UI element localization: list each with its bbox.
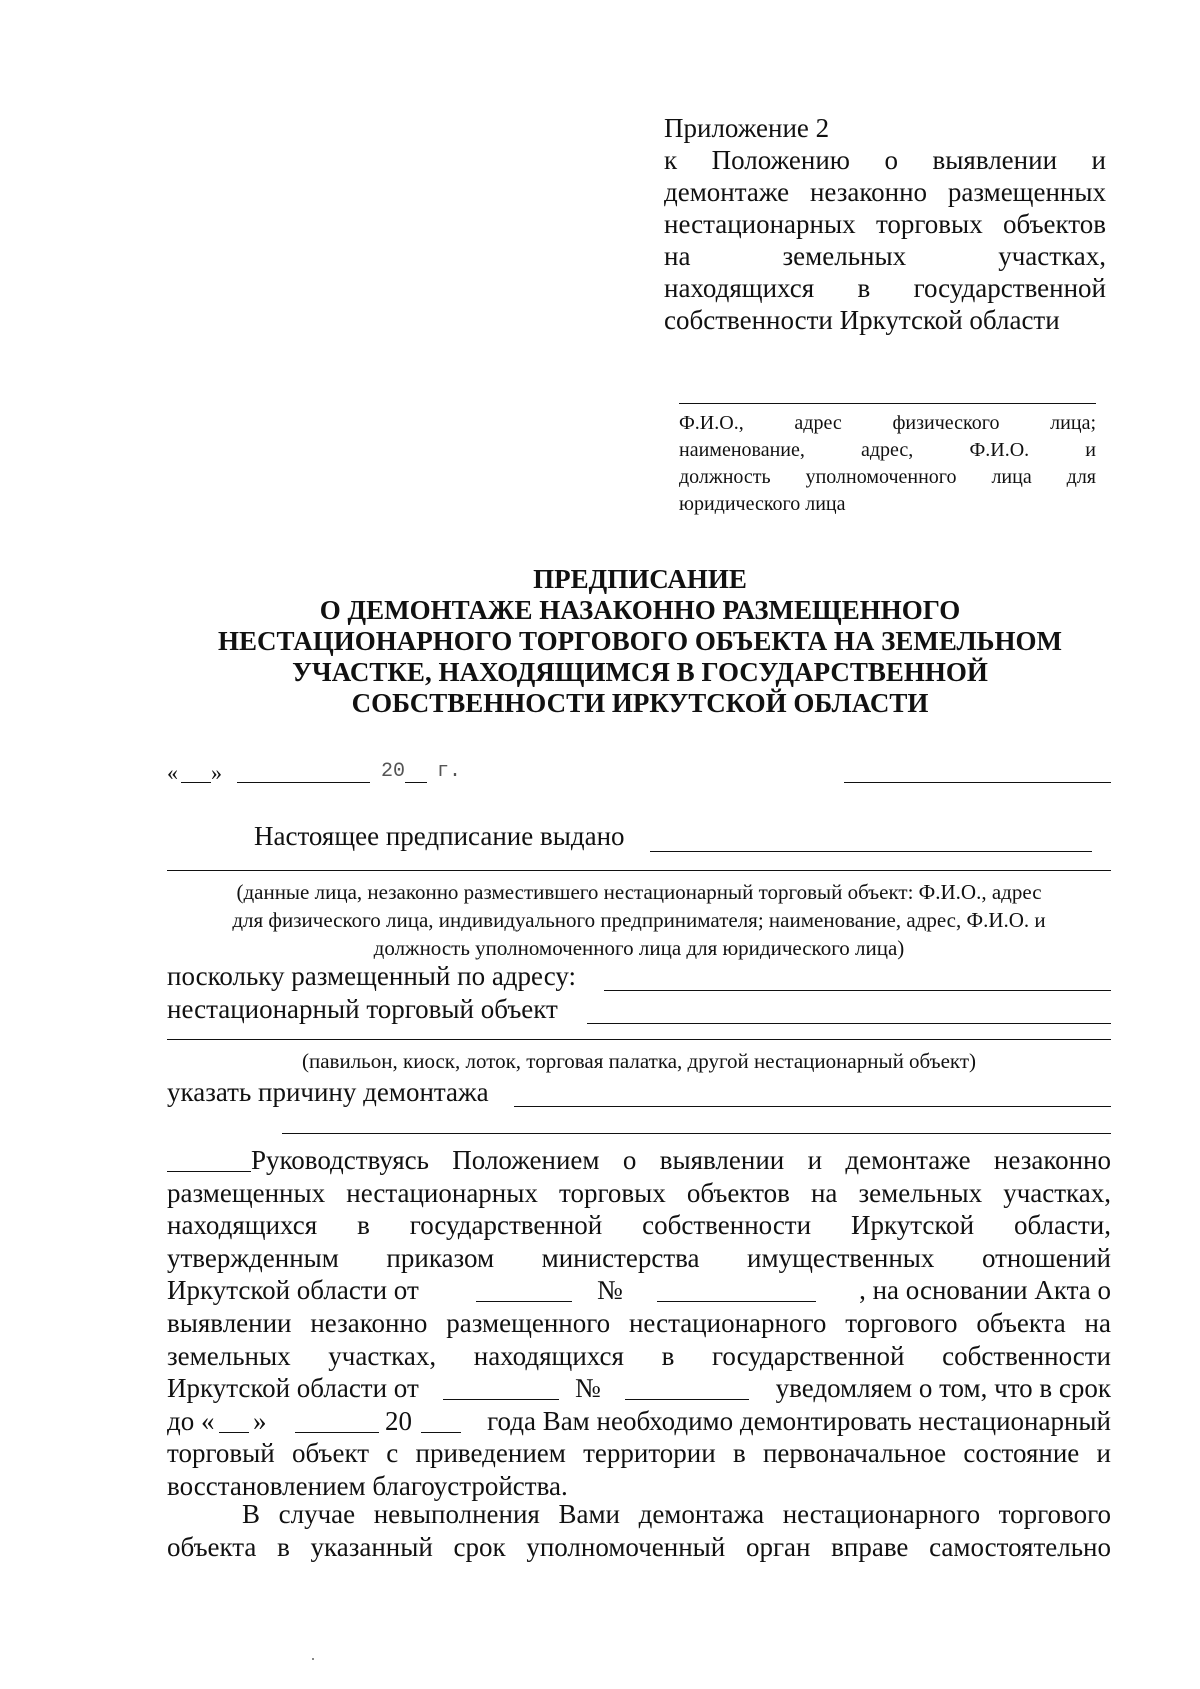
para1-line: земельных участках, находящихся в государственной собственности <box>167 1340 1111 1371</box>
deadline-year-blank <box>421 1432 461 1433</box>
date-row <box>167 760 1111 790</box>
title-line: УЧАСТКЕ, НАХОДЯЩИМСЯ В ГОСУДАРСТВЕННОЙ <box>292 657 988 687</box>
para1-line8-b: № <box>575 1373 601 1404</box>
object-label: нестационарный торговый объект <box>167 994 558 1024</box>
act-number-blank <box>625 1399 749 1400</box>
appendix-line: к Положению о выявлении и <box>664 145 1106 175</box>
para1-indent-blank <box>167 1171 251 1172</box>
para1-line1-text: Руководствуясь Положением о выявлении и демонтаже незаконно <box>251 1145 1111 1175</box>
date-open-quote: « <box>167 760 178 785</box>
appendix-line: на земельных участках, <box>664 241 1106 271</box>
object-blank-full <box>167 1039 1111 1040</box>
para1-line: находящихся в государственной собственности Иркутской области, <box>167 1210 1111 1241</box>
para1-line9-c: 20 <box>385 1405 412 1436</box>
issued-note-line: (данные лица, незаконно разместившего нестационарный торговый объект: Ф.И.О., адрес <box>236 880 1042 904</box>
appendix-title: Приложение 2 <box>664 113 830 143</box>
deadline-day-blank <box>219 1432 249 1433</box>
date-close-quote: » <box>211 760 222 785</box>
appendix-line: нестационарных торговых объектов <box>664 209 1106 239</box>
date-year-prefix: 20 <box>381 760 406 783</box>
addressee-note-line: наименование, адрес, Ф.И.О. и <box>679 439 1096 461</box>
date-day-blank <box>181 782 211 783</box>
issued-blank <box>650 851 1092 852</box>
para1-line9-b: » <box>253 1405 267 1436</box>
reason-row <box>167 1076 1111 1110</box>
para1-line: выявлении незаконно размещенного нестационарного торгового объекта на <box>167 1308 1111 1338</box>
addressee-note-line: юридического лица <box>679 493 846 515</box>
reason-blank <box>514 1106 1111 1107</box>
addressee-blank-line <box>679 403 1096 404</box>
para1-line: торговый объект с приведением территории в первоначальное состояние и <box>167 1438 1111 1469</box>
para2-line: объекта в указанный срок уполномоченный орган вправе самостоятельно <box>167 1531 1111 1562</box>
address-label: поскольку размещенный по адресу: <box>167 961 576 991</box>
act-date-blank <box>443 1399 559 1400</box>
issued-to-row <box>167 820 1111 854</box>
addressee-note-line: Ф.И.О., адрес физического лица; <box>679 412 1096 434</box>
para1-line8-c: уведомляем о том, что в срок <box>775 1373 1111 1404</box>
para1-line8 <box>167 1372 1111 1405</box>
title-line: О ДЕМОНТАЖЕ НАЗАКОННО РАЗМЕЩЕННОГО <box>319 595 961 625</box>
issued-note-line: для физического лица, индивидуального предпринимателя; наименование, адрес, Ф.И.О. и <box>232 908 1046 932</box>
issued-label: Настоящее предписание выдано <box>254 821 625 851</box>
para1-line5-a: Иркутской области от <box>167 1275 419 1306</box>
address-blank <box>604 990 1111 991</box>
para1-line5 <box>167 1274 1111 1307</box>
para1-line: утвержденным приказом министерства имущественных отношений <box>167 1242 1111 1273</box>
appendix-line: собственности Иркутской области <box>664 305 1060 335</box>
issued-note-line: должность уполномоченного лица для юридического лица) <box>373 936 905 960</box>
scan-speck <box>312 1658 314 1660</box>
date-month-blank <box>237 782 370 783</box>
date-year-blank <box>405 782 427 783</box>
reason-blank-full <box>282 1133 1111 1134</box>
appendix-line: демонтаже незаконно размещенных <box>664 177 1106 207</box>
para1-line5-c: , на основании Акта о <box>859 1275 1111 1306</box>
issued-blank-full <box>167 870 1111 871</box>
para1-line8-a: Иркутской области от <box>167 1373 419 1404</box>
para2-line: В случае невыполнения Вами демонтажа нестационарного торгового <box>242 1499 1111 1529</box>
para1-line1 <box>167 1144 1111 1177</box>
para1-line9-a: до « <box>167 1405 215 1436</box>
title-line: НЕСТАЦИОНАРНОГО ТОРГОВОГО ОБЪЕКТА НА ЗЕМЕЛЬНОМ <box>218 626 1062 656</box>
reason-label: указать причину демонтажа <box>167 1077 489 1107</box>
para1-line9-d: года Вам необходимо демонтировать нестационарный <box>487 1405 1111 1436</box>
para1-line5-b: № <box>597 1275 623 1306</box>
addressee-note-line: должность уполномоченного лица для <box>679 466 1096 488</box>
deadline-month-blank <box>295 1432 379 1433</box>
object-kind-note-line: (павильон, киоск, лоток, торговая палатка, другой нестационарный объект) <box>302 1049 976 1073</box>
title-line: СОБСТВЕННОСТИ ИРКУТСКОЙ ОБЛАСТИ <box>351 688 929 718</box>
para1-line9 <box>167 1405 1111 1438</box>
place-blank <box>844 782 1111 783</box>
order-number-blank <box>657 1301 816 1302</box>
appendix-line: находящихся в государственной <box>664 273 1106 303</box>
date-year-suffix: г. <box>437 760 462 783</box>
para1-line: размещенных нестационарных торговых объектов на земельных участках, <box>167 1177 1111 1208</box>
title-line: ПРЕДПИСАНИЕ <box>533 564 747 594</box>
object-blank <box>587 1023 1111 1024</box>
para1-line: восстановлением благоустройства. <box>167 1471 568 1501</box>
object-block <box>167 960 1111 1030</box>
order-date-blank <box>476 1301 572 1302</box>
